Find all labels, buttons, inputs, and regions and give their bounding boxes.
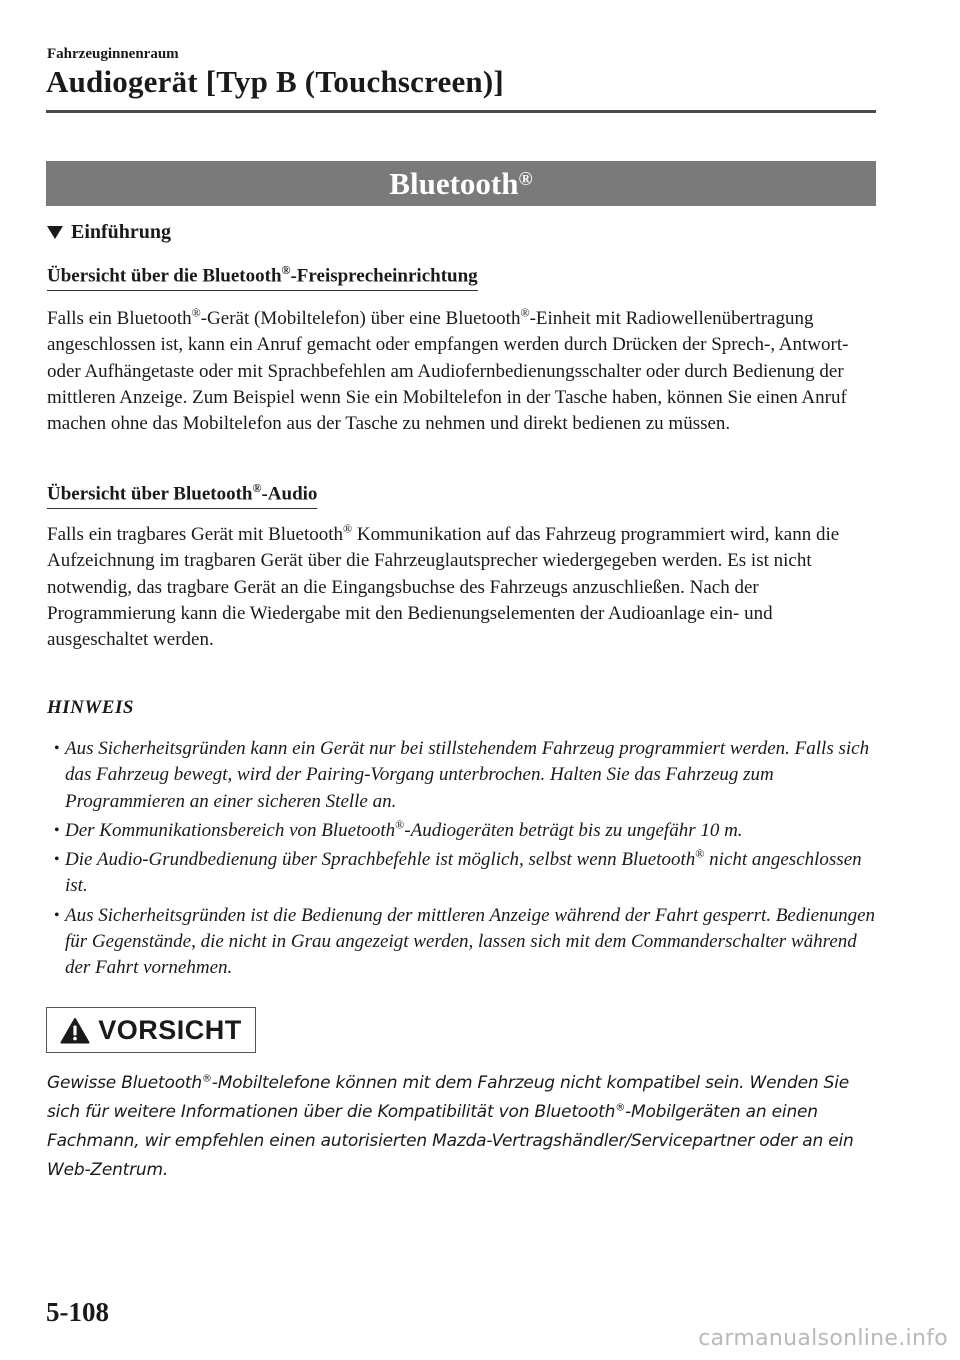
registered-mark: ® [520,305,530,320]
caution-text-part: -Mobilgeräten an einen Fachmann, wir empfehlen einen autorisierten Mazda-Vertragshändler/Servicepartner oder an ein Web-Zentrum. [47,1102,854,1180]
watermark: carmanualsonline.info [698,1326,948,1351]
note-list [47,736,877,985]
header-rule [46,110,876,113]
note-text: nicht angeschlossen ist. [65,849,862,897]
bullet-icon: • [54,906,60,924]
triangle-down-icon [47,226,63,239]
topic-title-part: Übersicht über die Bluetooth [47,265,282,287]
topic-heading-handsfree [47,263,478,291]
registered-mark: ® [252,481,262,495]
topic-heading-audio [47,481,317,509]
section-title: Bluetooth [389,165,519,201]
note-text: Aus Sicherheitsgründen ist die Bedienung der mittleren Anzeige während der Fahrt gesperrt. Bedienungen für Gegenstände, die nicht in Grau angezeigt werden, lassen sich mit dem Commanderschalter während der Fahrt vornehmen. [65,904,876,979]
paragraph-text: Falls ein Bluetooth [47,308,192,329]
paragraph-text: Falls ein tragbares Gerät mit Bluetooth [47,524,344,545]
paragraph-text: -Gerät (Mobiltelefon) über eine Bluetooth [200,308,521,329]
page-number: 5-108 [46,1297,109,1327]
caution-text-part: -Mobiltelefone können mit dem Fahrzeug nicht kompatibel sein. Wenden Sie sich für weitere Informationen über die Kompatibilität von Bluetooth [47,1073,849,1122]
registered-mark: ® [191,305,201,320]
note-item [47,736,877,815]
note-item [47,847,877,900]
registered-mark: ® [395,817,405,832]
registered-mark: ® [695,846,705,861]
section-title-bar [46,161,876,206]
paragraph-text: Kommunikation auf das Fahrzeug programmiert wird, kann die Aufzeichnung im tragbaren Gerät über die Fahrzeuglautsprecher wiedergegeben werden. Es ist nicht notwendig, das tragbare Gerät an die Eingangsbuchse des Fahrzeugs anzuschließen. Nach der Programmierung kann die Wiedergabe mit den Bedienungselementen der Audioanlage ein- und ausgeschaltet werden. [47,524,840,651]
note-item [47,903,877,982]
chapter-title: Audiogerät [Typ B (Touchscreen)] [46,64,504,99]
subsection-heading [47,221,171,244]
registered-mark: ® [518,168,533,190]
caution-text [47,1069,877,1185]
paragraph-audio [47,522,867,653]
caution-label-box [46,1007,256,1053]
registered-mark: ® [343,521,353,536]
note-text: Die Audio-Grundbedienung über Sprachbefehle ist möglich, selbst wenn Bluetooth [65,849,696,871]
note-text: Aus Sicherheitsgründen kann ein Gerät nur bei stillstehendem Fahrzeug programmiert werden. Falls sich das Fahrzeug bewegt, wird der Pairing-Vorgang unterbrochen. Halten Sie das Fahrzeug zum Programmieren an einer sicheren Stelle an. [65,738,870,812]
bullet-icon: • [54,740,60,757]
paragraph-text: -Einheit mit Radiowellenübertragung angeschlossen ist, kann ein Anruf gemacht oder empfangen werden durch Drücken der Sprech-, Antwort- oder Aufhängetaste oder mit Sprachbefehlen am Audiofernbedienungsschalter oder durch Bedienung der mittleren Anzeige. Zum Beispiel wenn Sie ein Mobiltelefon in der Tasche haben, können Sie einen Anruf machen ohne das Mobiltelefon aus der Tasche zu nehmen und direkt bedienen zu müssen. [47,308,849,435]
running-head: Fahrzeuginnenraum [47,46,179,62]
registered-mark: ® [201,1073,212,1085]
note-text: -Audiogeräten beträgt bis zu ungefähr 10 m. [404,819,743,841]
topic-title-part: -Freisprecheinrichtung [290,265,478,287]
topic-title-part: Übersicht über Bluetooth [47,483,253,505]
registered-mark: ® [615,1102,626,1114]
bullet-icon: • [54,851,60,869]
caution-label: VORSICHT [98,1014,242,1045]
registered-mark: ® [281,263,291,277]
topic-title-part: -Audio [261,483,318,505]
bullet-icon: • [54,821,60,839]
note-heading: HINWEIS [47,697,134,718]
paragraph-handsfree [47,306,867,437]
note-text: Der Kommunikationsbereich von Bluetooth [65,819,396,841]
caution-text-part: Gewisse Bluetooth [47,1073,202,1093]
warning-triangle-icon [60,1017,90,1044]
subsection-title: Einführung [71,221,172,243]
note-item [47,818,877,844]
